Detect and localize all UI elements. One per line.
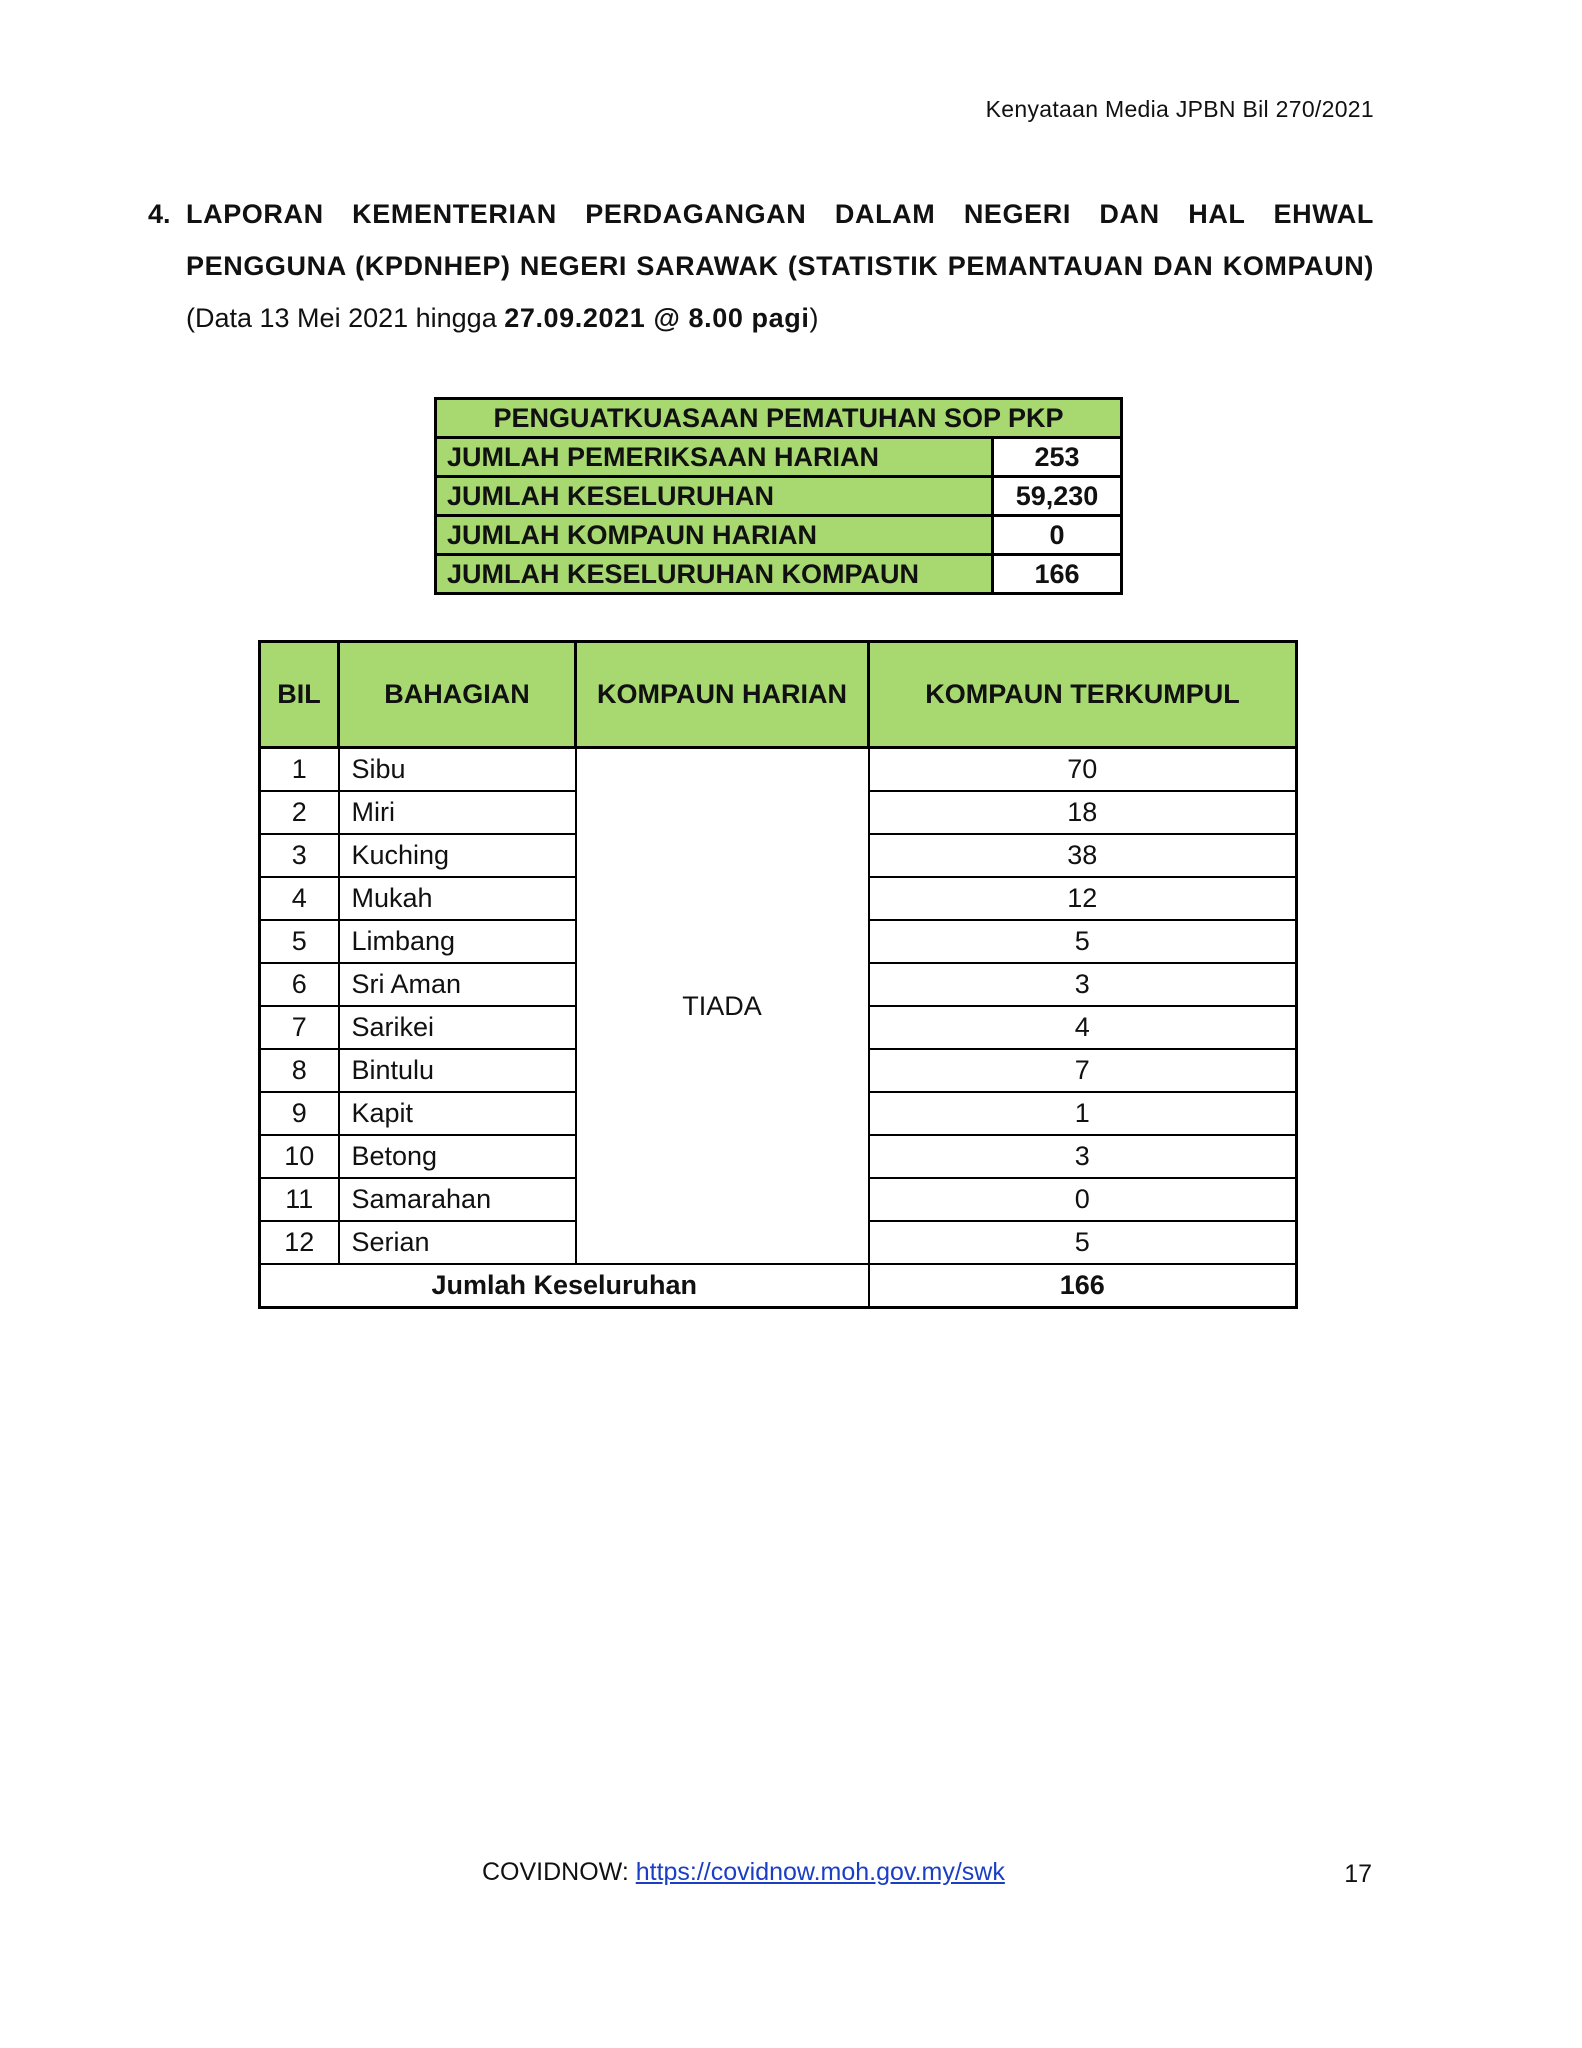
summary-value: 59,230 — [993, 477, 1122, 516]
cell-bahagian: Samarahan — [339, 1178, 576, 1221]
cell-bil: 3 — [260, 834, 339, 877]
total-label: Jumlah Keseluruhan — [260, 1264, 869, 1308]
col-header-kompaun-terkumpul: KOMPAUN TERKUMPUL — [869, 642, 1297, 748]
footer — [482, 1858, 1005, 1887]
document-reference: Kenyataan Media JPBN Bil 270/2021 — [985, 96, 1374, 122]
cell-bahagian: Kapit — [339, 1092, 576, 1135]
cell-terkumpul: 38 — [869, 834, 1297, 877]
cell-bil: 9 — [260, 1092, 339, 1135]
cell-bil: 5 — [260, 920, 339, 963]
summary-value: 166 — [993, 555, 1122, 594]
cell-bil: 4 — [260, 877, 339, 920]
cell-bil: 6 — [260, 963, 339, 1006]
col-header-bahagian: BAHAGIAN — [339, 642, 576, 748]
col-header-bil: BIL — [260, 642, 339, 748]
cell-bil: 7 — [260, 1006, 339, 1049]
cell-bahagian: Mukah — [339, 877, 576, 920]
total-row — [260, 1264, 1297, 1308]
section-heading — [186, 188, 1374, 344]
cell-bahagian: Bintulu — [339, 1049, 576, 1092]
table-row — [260, 748, 1297, 792]
cell-terkumpul: 3 — [869, 963, 1297, 1006]
cell-terkumpul: 7 — [869, 1049, 1297, 1092]
section-title: LAPORAN KEMENTERIAN PERDAGANGAN DALAM NEGERI DAN HAL EHWAL PENGGUNA (KPDNHEP) NEGERI SARAWAK (STATISTIK PEMANTAUAN DAN KOMPAUN) — [186, 199, 1374, 281]
summary-row — [436, 438, 1122, 477]
cell-bahagian: Sibu — [339, 748, 576, 792]
summary-label: JUMLAH KESELURUHAN KOMPAUN — [436, 555, 993, 594]
footer-prefix: COVIDNOW: — [482, 1858, 636, 1886]
cell-bahagian: Sri Aman — [339, 963, 576, 1006]
col-header-kompaun-harian: KOMPAUN HARIAN — [576, 642, 869, 748]
summary-value: 253 — [993, 438, 1122, 477]
summary-label: JUMLAH PEMERIKSAAN HARIAN — [436, 438, 993, 477]
cell-bil: 8 — [260, 1049, 339, 1092]
cell-bahagian: Betong — [339, 1135, 576, 1178]
section-subtitle-date: 27.09.2021 @ 8.00 pagi — [504, 303, 810, 333]
page-number: 17 — [1344, 1860, 1372, 1888]
cell-terkumpul: 18 — [869, 791, 1297, 834]
summary-row — [436, 477, 1122, 516]
cell-terkumpul: 4 — [869, 1006, 1297, 1049]
section-subtitle-suffix: ) — [809, 303, 819, 333]
cell-bahagian: Serian — [339, 1221, 576, 1264]
summary-title: PENGUATKUASAAN PEMATUHAN SOP PKP — [436, 399, 1122, 438]
cell-bahagian: Kuching — [339, 834, 576, 877]
detail-header-row — [260, 642, 1297, 748]
cell-terkumpul: 5 — [869, 920, 1297, 963]
summary-label: JUMLAH KOMPAUN HARIAN — [436, 516, 993, 555]
cell-bil: 11 — [260, 1178, 339, 1221]
compound-detail-table — [258, 640, 1298, 1309]
cell-terkumpul: 1 — [869, 1092, 1297, 1135]
cell-bahagian: Miri — [339, 791, 576, 834]
cell-bil: 12 — [260, 1221, 339, 1264]
cell-bahagian: Limbang — [339, 920, 576, 963]
cell-terkumpul: 0 — [869, 1178, 1297, 1221]
section-subtitle-prefix: (Data 13 Mei 2021 hingga — [186, 303, 505, 333]
summary-value: 0 — [993, 516, 1122, 555]
summary-row — [436, 555, 1122, 594]
summary-row — [436, 516, 1122, 555]
cell-terkumpul: 3 — [869, 1135, 1297, 1178]
section-4 — [148, 188, 1374, 344]
cell-bahagian: Sarikei — [339, 1006, 576, 1049]
covidnow-link[interactable]: https://covidnow.moh.gov.my/swk — [635, 1858, 1005, 1886]
cell-terkumpul: 12 — [869, 877, 1297, 920]
summary-label: JUMLAH KESELURUHAN — [436, 477, 993, 516]
cell-bil: 2 — [260, 791, 339, 834]
cell-terkumpul: 70 — [869, 748, 1297, 792]
total-value: 166 — [869, 1264, 1297, 1308]
cell-kompaun-harian: TIADA — [576, 748, 869, 1265]
cell-bil: 10 — [260, 1135, 339, 1178]
section-number: 4. — [148, 199, 171, 229]
cell-terkumpul: 5 — [869, 1221, 1297, 1264]
summary-title-row — [436, 399, 1122, 438]
cell-bil: 1 — [260, 748, 339, 792]
summary-table — [434, 397, 1123, 595]
